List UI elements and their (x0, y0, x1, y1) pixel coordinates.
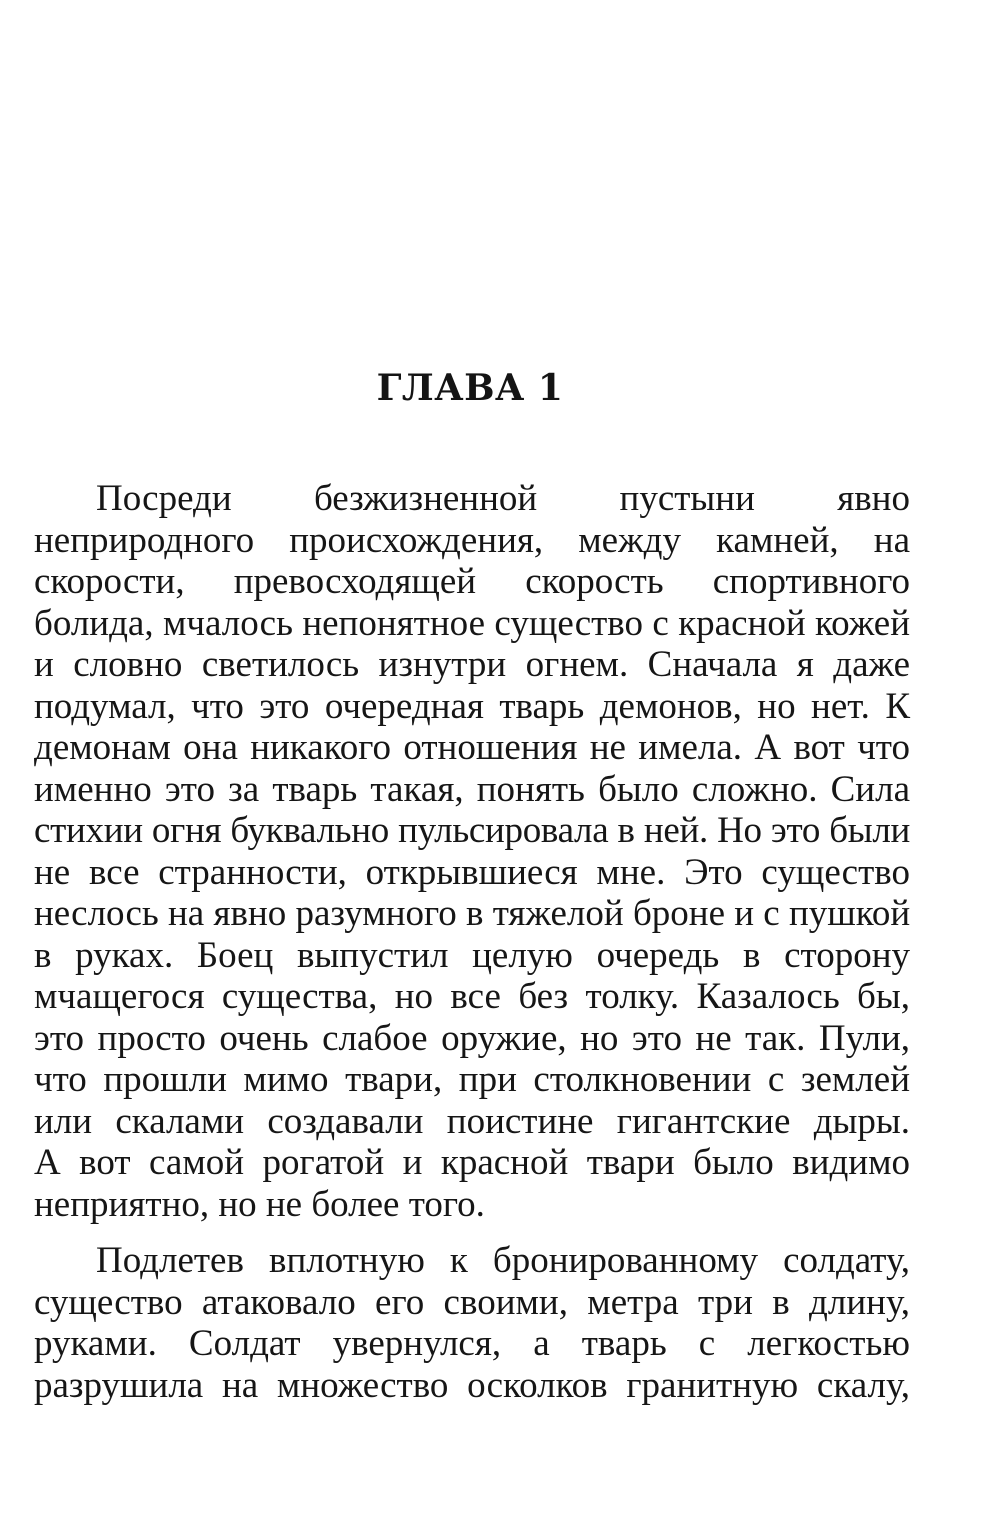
text-line: в руках. Боец выпустил целую очередь в сторону (34, 934, 910, 976)
text-line: Посреди безжизненной пустыни явно (96, 478, 910, 519)
text-line: разрушила на множество осколков гранитную скалу, (34, 1364, 910, 1406)
text-line: Подлетев вплотную к бронированному солдату, (96, 1240, 910, 1281)
text-line: А вот самой рогатой и красной твари было видимо (34, 1142, 910, 1183)
text-line: неслось на явно разумного в тяжелой броне и с пушкой (34, 893, 911, 934)
paragraph-2 (34, 1240, 910, 1406)
paragraph-1 (34, 478, 910, 1225)
text-line: и словно светилось изнутри огнем. Сначала я даже (34, 644, 910, 685)
text-line: болида, мчалось непонятное существо с красной кожей (34, 602, 910, 644)
text-line: не все странности, открывшиеся мне. Это существо (34, 851, 910, 893)
text-line: подумал, что это очередная тварь демонов, но нет. К (34, 685, 910, 727)
text-line: неприятно, но не более того. (34, 1183, 485, 1225)
text-line: именно это за тварь такая, понять было сложно. Сила (34, 768, 910, 810)
chapter-title: ГЛАВА 1 (376, 367, 564, 409)
text-line: это просто очень слабое оружие, но это не так. Пули, (34, 1017, 910, 1059)
text-line: что прошли мимо твари, при столкновении с землей (34, 1059, 910, 1100)
text-line: руками. Солдат увернулся, а тварь с легкостью (34, 1323, 910, 1364)
text-line: неприродного происхождения, между камней, на (34, 519, 910, 561)
text-line: демонам она никакого отношения не имела. А вот что (34, 727, 910, 768)
text-line: или скалами создавали поистине гигантские дыры. (34, 1100, 910, 1142)
text-line: мчащегося существа, но все без толку. Казалось бы, (34, 976, 910, 1017)
text-line: существо атаковало его своими, метра три в длину, (34, 1281, 910, 1323)
text-line: стихии огня буквально пульсировала в ней. Но это были (34, 810, 910, 851)
text-line: скорости, превосходящей скорость спортивного (34, 561, 910, 602)
